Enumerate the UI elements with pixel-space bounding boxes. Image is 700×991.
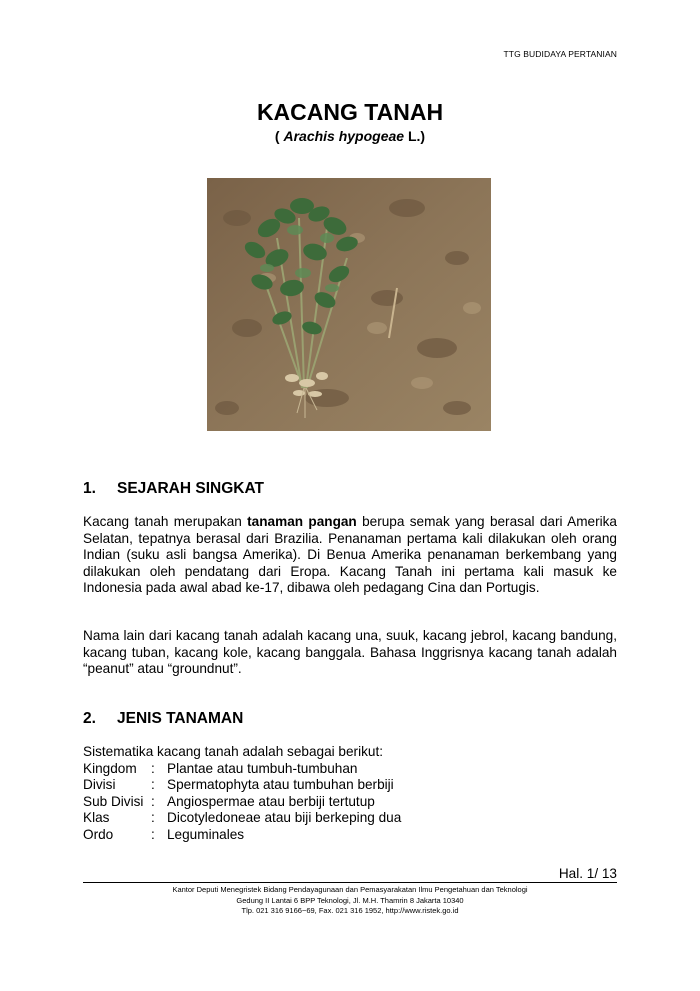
scientific-name: Arachis hypogeae	[283, 128, 405, 144]
subtitle-open: (	[274, 128, 284, 144]
document-title: KACANG TANAH	[256, 99, 444, 125]
footer-line-office: Kantor Deputi Menegristek Bidang Pendayagunaan dan Pemasyarakatan Ilmu Pengetahuan dan Teknologi	[172, 885, 528, 894]
section-number: 1.	[83, 480, 96, 497]
taxonomy-value: Plantae atau tumbuh-tumbuhan	[167, 760, 358, 776]
bold-term: tanaman pangan	[247, 514, 357, 529]
section-number: 2.	[83, 710, 96, 727]
taxonomy-value: Leguminales	[167, 826, 245, 842]
section-heading-jenis	[83, 710, 243, 728]
taxonomy-key: Klas	[83, 810, 110, 825]
paragraph-other-names: Nama lain dari kacang tanah adalah kacang una, suuk, kacang jebrol, kacang bandung, kacang tuban, kacang kole, kacang banggala. Bahasa Inggrisnya kacang tanah adalah “peanut” atau “groundnut”.	[83, 628, 617, 677]
taxonomy-key: Divisi	[83, 777, 116, 792]
section-heading-sejarah	[83, 480, 264, 498]
section-title: JENIS TANAMAN	[117, 710, 244, 727]
footer-divider	[83, 882, 617, 883]
taxonomy-row	[83, 761, 401, 778]
running-header: TTG BUDIDAYA PERTANIAN	[503, 49, 617, 59]
taxonomy-value: Angiospermae atau berbiji tertutup	[167, 793, 375, 809]
taxonomy-colon: :	[151, 826, 155, 842]
taxonomy-colon: :	[151, 810, 155, 825]
page-footer	[0, 885, 700, 917]
taxonomy-key: Sub Divisi	[83, 793, 144, 809]
taxonomy-row	[83, 810, 401, 827]
page-number: Hal. 1/ 13	[558, 866, 617, 881]
taxonomy-key: Kingdom	[83, 760, 137, 776]
peanut-plant-photo	[207, 178, 491, 431]
subtitle-close: L.)	[404, 128, 426, 144]
taxonomy-row	[83, 777, 401, 794]
text-run: Kacang tanah merupakan	[83, 514, 248, 529]
footer-line-contact: Tlp. 021 316 9166~69, Fax. 021 316 1952, http://www.ristek.go.id	[241, 906, 459, 915]
paragraph-history	[83, 514, 617, 597]
taxonomy-colon: :	[151, 777, 155, 792]
taxonomy-value: Spermatophyta atau tumbuhan berbiji	[167, 777, 394, 792]
footer-line-address: Gedung II Lantai 6 BPP Teknologi, Jl. M.H. Thamrin 8 Jakarta 10340	[236, 895, 464, 905]
taxonomy-value: Dicotyledoneae atau biji berkeping dua	[167, 810, 402, 825]
taxonomy-key: Ordo	[83, 826, 114, 842]
taxonomy-row	[83, 794, 401, 811]
taxonomy-colon: :	[151, 793, 155, 809]
document-subtitle	[0, 128, 700, 144]
section-title: SEJARAH SINGKAT	[117, 480, 264, 497]
taxonomy-row	[83, 827, 401, 844]
taxonomy-colon: :	[151, 760, 155, 776]
taxonomy-block	[83, 744, 401, 843]
text-run: berupa semak yang berasal dari Amerika Selatan, tepatnya berasal dari Brazilia. Penanaman pertama kali dilakukan oleh orang Indian (suku asli bangsa Amerika). Di Benua Amerika penanaman berkembang yang dilakukan oleh pendatang dari Eropa. Kacang Tanah ini pertama kali masuk ke Indonesia pada awal abad ke-17, dibawa oleh pedagang Cina dan Portugis.	[83, 514, 617, 596]
taxonomy-intro: Sistematika kacang tanah adalah sebagai berikut:	[83, 744, 384, 759]
